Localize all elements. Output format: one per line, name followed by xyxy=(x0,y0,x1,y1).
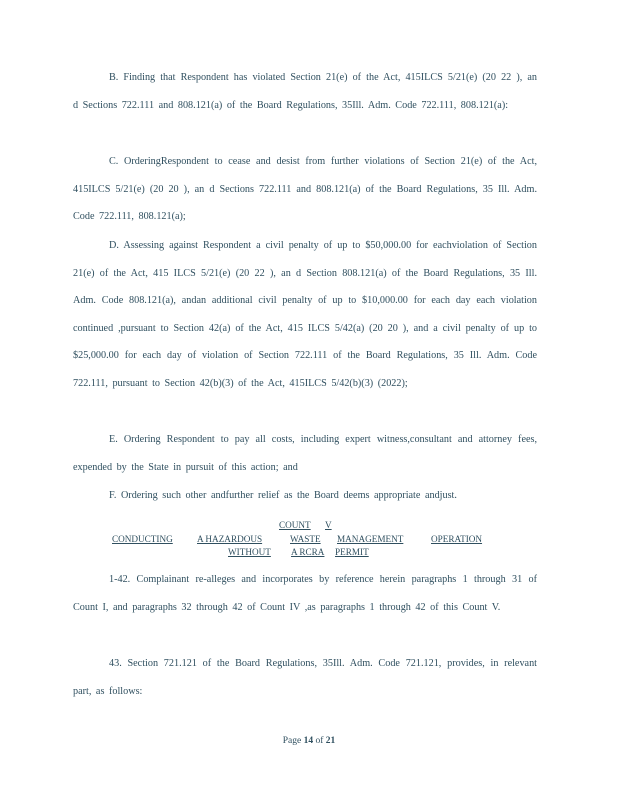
footer-page-word: Page xyxy=(282,736,302,746)
footer-of-word: of xyxy=(315,736,324,746)
heading-a-hazardous: A HAZARDOUS xyxy=(197,534,263,544)
count-label: COUNT xyxy=(279,520,311,530)
heading-management: MANAGEMENT xyxy=(337,534,404,544)
page-footer xyxy=(0,736,618,746)
paragraph-b: B. Finding that Respondent has violated Section 21(e) of the Act, 415ILCS 5/21(e) (20 22 ), an d Sections 722.111 and 808.121(a) of the Board Regulations, 35Ill. Adm. Code 722.111, 808.121(a): xyxy=(73,72,537,111)
heading-permit: PERMIT xyxy=(335,547,369,557)
paragraph-1-42: 1-42. Complainant re-alleges and incorporates by reference herein paragraphs 1 through 31 of Count I, and paragraphs 32 through 42 of Count IV ,as paragraphs 1 through 42 of this Count V. xyxy=(73,574,537,613)
paragraph-f: F. Ordering such other andfurther relief as the Board deems appropriate andjust. xyxy=(109,490,457,501)
paragraph-c: C. OrderingRespondent to cease and desist from further violations of Section 21(e) of the Act, 415ILCS 5/21(e) (20 20 ), an d Sections 722.111 and 808.121(a) of the Board Regulations, 35 Ill. Adm. Code 722.111, 808.121(a); xyxy=(73,156,537,223)
heading-without: WITHOUT xyxy=(228,547,271,557)
footer-page-total: 21 xyxy=(325,736,336,746)
heading-conducting: CONDUCTING xyxy=(112,534,173,544)
heading-a-rcra: A RCRA xyxy=(291,547,325,557)
footer-page-number: 14 xyxy=(303,736,314,746)
paragraph-43: 43. Section 721.121 of the Board Regulations, 35Ill. Adm. Code 721.121, provides, in relevant part, as follows: xyxy=(73,658,537,697)
paragraph-e: E. Ordering Respondent to pay all costs, including expert witness,consultant and attorney fees, expended by the State in pursuit of this action; and xyxy=(73,434,537,473)
heading-waste: WASTE xyxy=(290,534,321,544)
heading-operation: OPERATION xyxy=(431,534,483,544)
paragraph-d: D. Assessing against Respondent a civil penalty of up to $50,000.00 for eachviolation of Section 21(e) of the Act, 415 ILCS 5/21(e) (20 22 ), an d Section 808.121(a) of the Board Regulations, 35 Ill. Adm. Code 808.121(a), andan additional civil penalty of up to $10,000.00 for each day each violation continued ,pursuant to Section 42(a) of the Act, 415 ILCS 5/42(a) (20 20 ), and a civil penalty of up to $25,000.00 for each day of violation of Section 722.111 of the Board Regulations, 35 Ill. Adm. Code 722.111, pursuant to Section 42(b)(3) of the Act, 415ILCS 5/42(b)(3) (2022); xyxy=(73,240,537,389)
count-numeral: V xyxy=(325,520,332,530)
